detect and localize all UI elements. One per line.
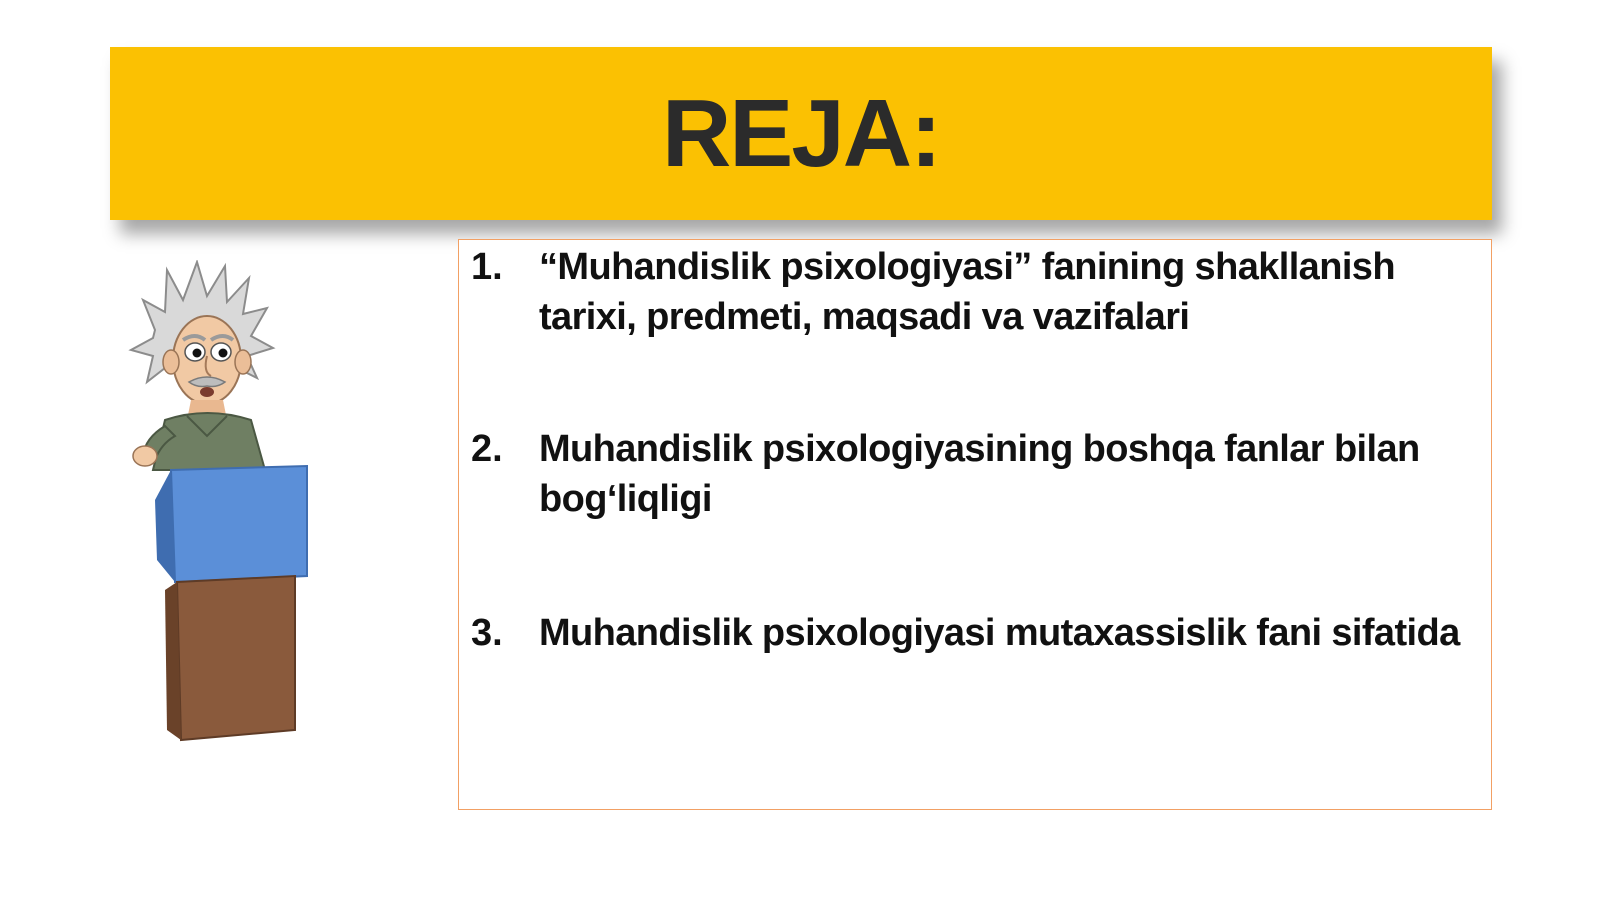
plan-item-number: 1.: [471, 246, 503, 288]
lecturer-at-podium-icon: [125, 260, 325, 760]
plan-item-number: 2.: [471, 428, 503, 470]
plan-item-text: “Muhandislik psixologiyasi” fanining shakllanish tarixi, predmeti, maqsadi va vazifalari: [539, 246, 1395, 338]
plan-item-text: Muhandislik psixologiyasi mutaxassislik fani sifatida: [539, 612, 1460, 654]
plan-item-text: Muhandislik psixologiyasining boshqa fanlar bilan bog‘liqligi: [539, 428, 1420, 520]
plan-item-2: [471, 424, 1481, 524]
plan-item-number: 3.: [471, 612, 503, 654]
plan-item-1: [471, 242, 1481, 342]
slide-title: REJA:: [661, 79, 941, 187]
plan-item-3: [471, 608, 1481, 658]
plan-content-box: [458, 239, 1492, 810]
title-banner: [110, 47, 1492, 220]
